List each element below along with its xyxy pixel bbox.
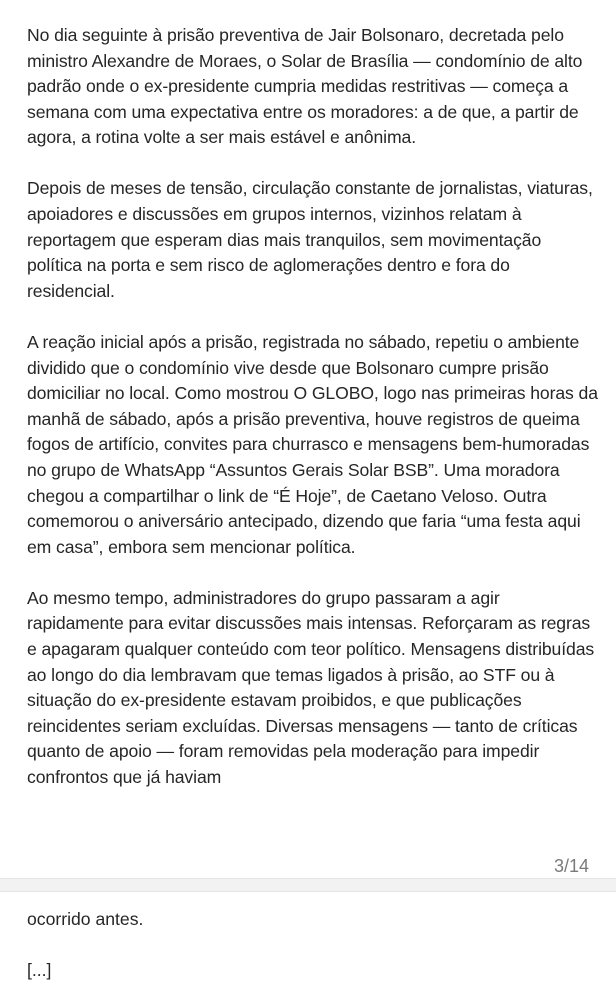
continuation-text: ocorrido antes. — [27, 909, 144, 929]
page-indicator: 3/14 — [553, 856, 589, 876]
page-separator — [0, 878, 616, 892]
article-paragraph-4: Ao mesmo tempo, administradores do grupo passaram a agir rapidamente para evitar discussões mais intensas. Reforçaram as regras e apagaram qualquer conteúdo com teor político. Mensagens distribuídas ao longo do dia lembravam que temas ligados à prisão, ao STF ou à situação do ex-presidente estavam proibidos, e que publicações reincidentes seriam excluídas. Diversas mensagens — tanto de críticas quanto de apoio — foram removidas pela moderação para impedir confrontos que já haviam — [27, 587, 595, 787]
article-body — [27, 23, 599, 816]
article-paragraph-1: No dia seguinte à prisão preventiva de Jair Bolsonaro, decretada pelo ministro Alexandre de Moraes, o Solar de Brasília — condomínio de alto padrão onde o ex-presidente cumpria medidas restritivas — começa a semana com uma expectativa entre os moradores: a de que, a partir de agora, a rotina volte a ser mais estável e anônima. — [27, 25, 583, 148]
ellipsis-marker: [...] — [27, 959, 52, 980]
article-paragraph-3: A reação inicial após a prisão, registrada no sábado, repetiu o ambiente dividido que o condomínio vive desde que Bolsonaro cumpre prisão domiciliar no local. Como mostrou O GLOBO, logo nas primeiras horas da manhã de sábado, após a prisão preventiva, houve registros de queima fogos de artifício, convites para churrasco e mensagens bem-humoradas no grupo de WhatsApp “Assuntos Gerais Solar BSB”. Uma moradora chegou a compartilhar o link de “É Hoje”, de Caetano Veloso. Outra comemorou o aniversário antecipado, dizendo que faria “uma festa aqui em casa”, embora sem mencionar política. — [27, 331, 598, 557]
next-page-preview[interactable] — [27, 907, 599, 983]
article-paragraph-2: Depois de meses de tensão, circulação constante de jornalistas, viaturas, apoiadores e discussões em grupos internos, vizinhos relatam à reportagem que esperam dias mais tranquilos, sem movimentação política na porta e sem risco de aglomerações dentro e fora do residencial. — [27, 178, 593, 301]
